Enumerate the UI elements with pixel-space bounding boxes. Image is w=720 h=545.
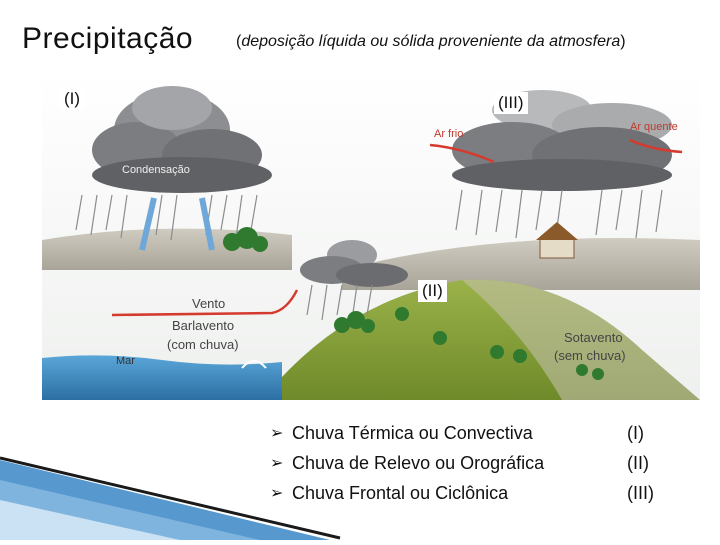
scene-tag-3: (III): [494, 92, 528, 114]
arrow-bullet-icon: ➢: [270, 455, 284, 472]
label-sem-chuva: (sem chuva): [554, 348, 626, 363]
list-item-number: (I): [627, 422, 644, 443]
subtitle-close-paren: ): [620, 33, 626, 50]
label-com-chuva: (com chuva): [167, 337, 239, 352]
arrow-bullet-icon: ➢: [270, 425, 284, 442]
precipitation-illustration: [42, 70, 700, 400]
list-item-label: Chuva de Relevo ou Orográfica: [292, 452, 545, 473]
subtitle-text: deposição líquida ou sólida proveniente da atmosfera: [241, 33, 621, 50]
subtitle-open-paren: (: [236, 33, 242, 50]
label-ar-quente: Ar quente: [630, 121, 678, 133]
arrow-bullet-icon: ➢: [270, 485, 284, 502]
label-sotavento: Sotavento: [564, 330, 623, 345]
decorative-swoosh: [0, 440, 360, 540]
label-barlavento: Barlavento: [172, 318, 235, 333]
list-item-number: (III): [627, 482, 654, 503]
swoosh-graphic: [0, 440, 360, 540]
page-subtitle: [236, 33, 626, 51]
page-title: Precipitação: [22, 22, 194, 55]
scene-tag-2: (II): [418, 280, 447, 302]
list-item-number: (II): [627, 452, 649, 473]
precipitation-diagram: [42, 70, 700, 400]
scene-tag-1: (I): [60, 88, 84, 110]
label-vento: Vento: [192, 296, 226, 311]
label-mar: Mar: [116, 355, 135, 367]
list-item-label: Chuva Frontal ou Ciclônica: [292, 482, 509, 503]
label-ar-frio: Ar frio: [434, 128, 464, 140]
list-item-label: Chuva Térmica ou Convectiva: [292, 422, 533, 443]
label-condensacao: Condensação: [122, 164, 190, 176]
